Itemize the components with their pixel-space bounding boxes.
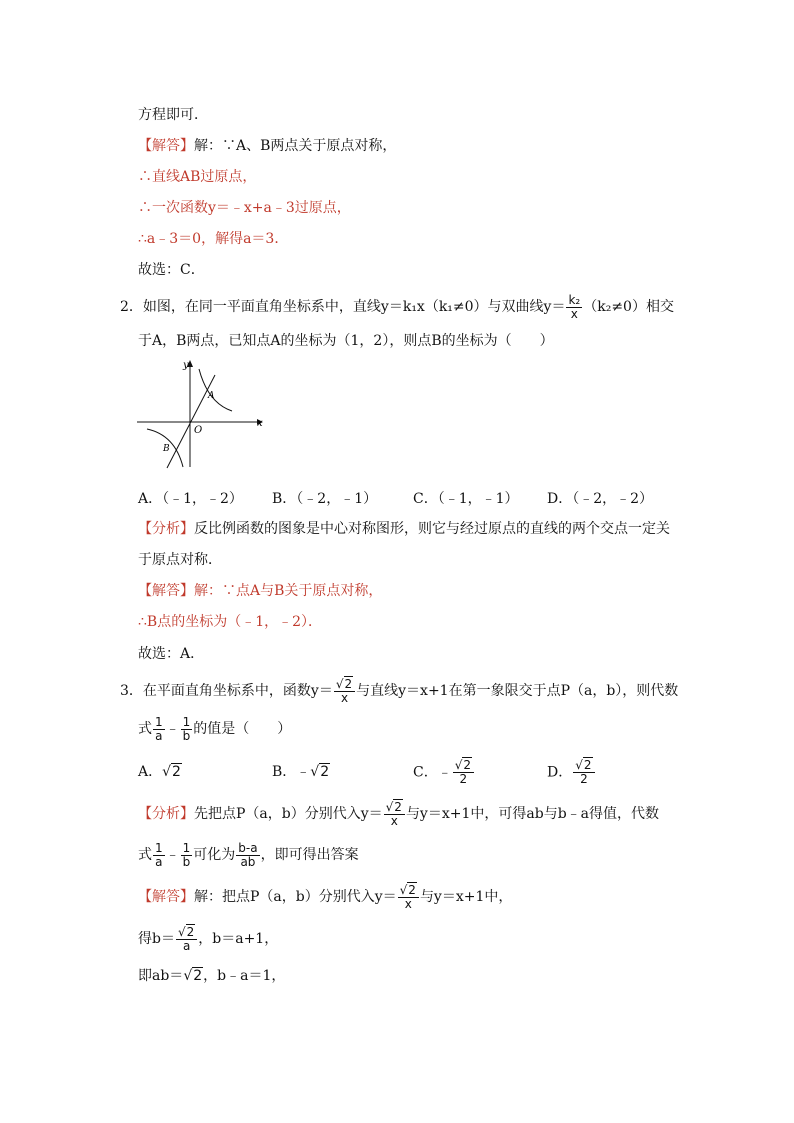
answer-tag: 【解答】 (138, 138, 194, 154)
text-line: 故选：C． (138, 262, 205, 278)
option-a: A．√2 (138, 764, 181, 780)
question-2-stem-line2: 于A，B两点，已知点A的坐标为（1，2），则点B的坐标为（ ） (138, 333, 554, 349)
fraction: $\frac{1}{b}$ (182, 714, 191, 743)
text-line: ∴一次函数y＝﹣x+a﹣3过原点， (138, 200, 351, 216)
text-line: ∴直线AB过原点， (138, 169, 257, 185)
question-2-stem (120, 292, 674, 322)
fraction: $\frac{1}{a}$ (155, 714, 163, 743)
answer-line: ∴B点的坐标为（﹣1，﹣2）． (138, 614, 323, 630)
analysis-line: 式 $\frac{1}{a}$ ﹣ $\frac{1}{b}$ 可化为 $\frac{b-a}{ab}$ ，即可得出答案 (138, 840, 359, 869)
hyperbola-branch-1 (199, 369, 232, 411)
option-b: B．（﹣2，﹣1） (272, 491, 378, 507)
answer-line: 得b＝ $\frac{√2}{a}$ ，b＝a+1， (138, 924, 279, 953)
analysis-line: 【分析】先把点P（a，b）分别代入y＝ $\frac{√2}{x}$ 与y＝x+1中，可得ab与b﹣a得值，代数 (138, 799, 659, 828)
stem-text: 与直线y＝x+1在第一象限交于点P（a，b），则代数 (356, 683, 679, 699)
option-b: B．﹣√2 (272, 764, 330, 780)
answer-tag: 【解答】 (138, 583, 194, 599)
answer-line (138, 136, 396, 156)
stem-text: （k₂≠0）相交 (583, 299, 674, 315)
coordinate-figure (135, 355, 270, 473)
answer-line (138, 581, 382, 601)
point-b-label: B (163, 444, 170, 454)
question-number: 2． (120, 299, 143, 315)
origin-label: O (194, 425, 203, 436)
answer-line: 即ab＝√2，b﹣a＝1， (138, 968, 286, 984)
point-a-label: A (208, 391, 215, 401)
y-label: y (183, 360, 189, 371)
option-d: D．（﹣2，﹣2） (547, 491, 654, 507)
option-a: A．（﹣1，﹣2） (138, 491, 243, 507)
question-3-stem (120, 674, 678, 708)
text-line: 方程即可． (138, 107, 208, 123)
answer-line: 故选：A． (138, 646, 205, 662)
answer-text: 解：∵A、B两点关于原点对称， (194, 138, 397, 154)
stem-text: 在平面直角坐标系中，函数y＝ (142, 683, 333, 699)
question-3-stem-line2: 式 $\frac{1}{a}$ ﹣ $\frac{1}{b}$ 的值是（ ） (138, 714, 292, 743)
analysis-line (138, 519, 670, 539)
stem-text: 如图，在同一平面直角坐标系中，直线y＝k₁x（k₁≠0）与双曲线y＝ (142, 299, 566, 315)
analysis-tag: 【分析】 (138, 806, 194, 822)
option-c: C．（﹣1，﹣1） (413, 491, 519, 507)
option-d: D． $\frac{√2}{2}$ (547, 759, 596, 785)
question-number: 3． (120, 683, 143, 699)
answer-line: 【解答】解：把点P（a，b）分别代入y＝ $\frac{√2}{x}$ 与y＝x+1中， (138, 882, 513, 911)
x-label: x (257, 418, 263, 429)
answer-text: 解：∵点A与B关于原点对称， (194, 583, 383, 599)
fraction: $\frac{√2}{x}$ (334, 678, 355, 705)
fraction: $\frac{\text{k₂}}{x}$ (568, 292, 581, 321)
analysis-tag: 【分析】 (138, 521, 194, 537)
text-line: ∴a﹣3＝0，解得a＝3． (138, 231, 289, 247)
answer-tag: 【解答】 (138, 889, 194, 905)
analysis-text: 反比例函数的图象是中心对称图形，则它与经过原点的直线的两个交点一定关 (194, 521, 670, 537)
analysis-line: 于原点对称． (138, 552, 222, 568)
option-c: C．﹣ $\frac{√2}{2}$ (413, 759, 475, 785)
